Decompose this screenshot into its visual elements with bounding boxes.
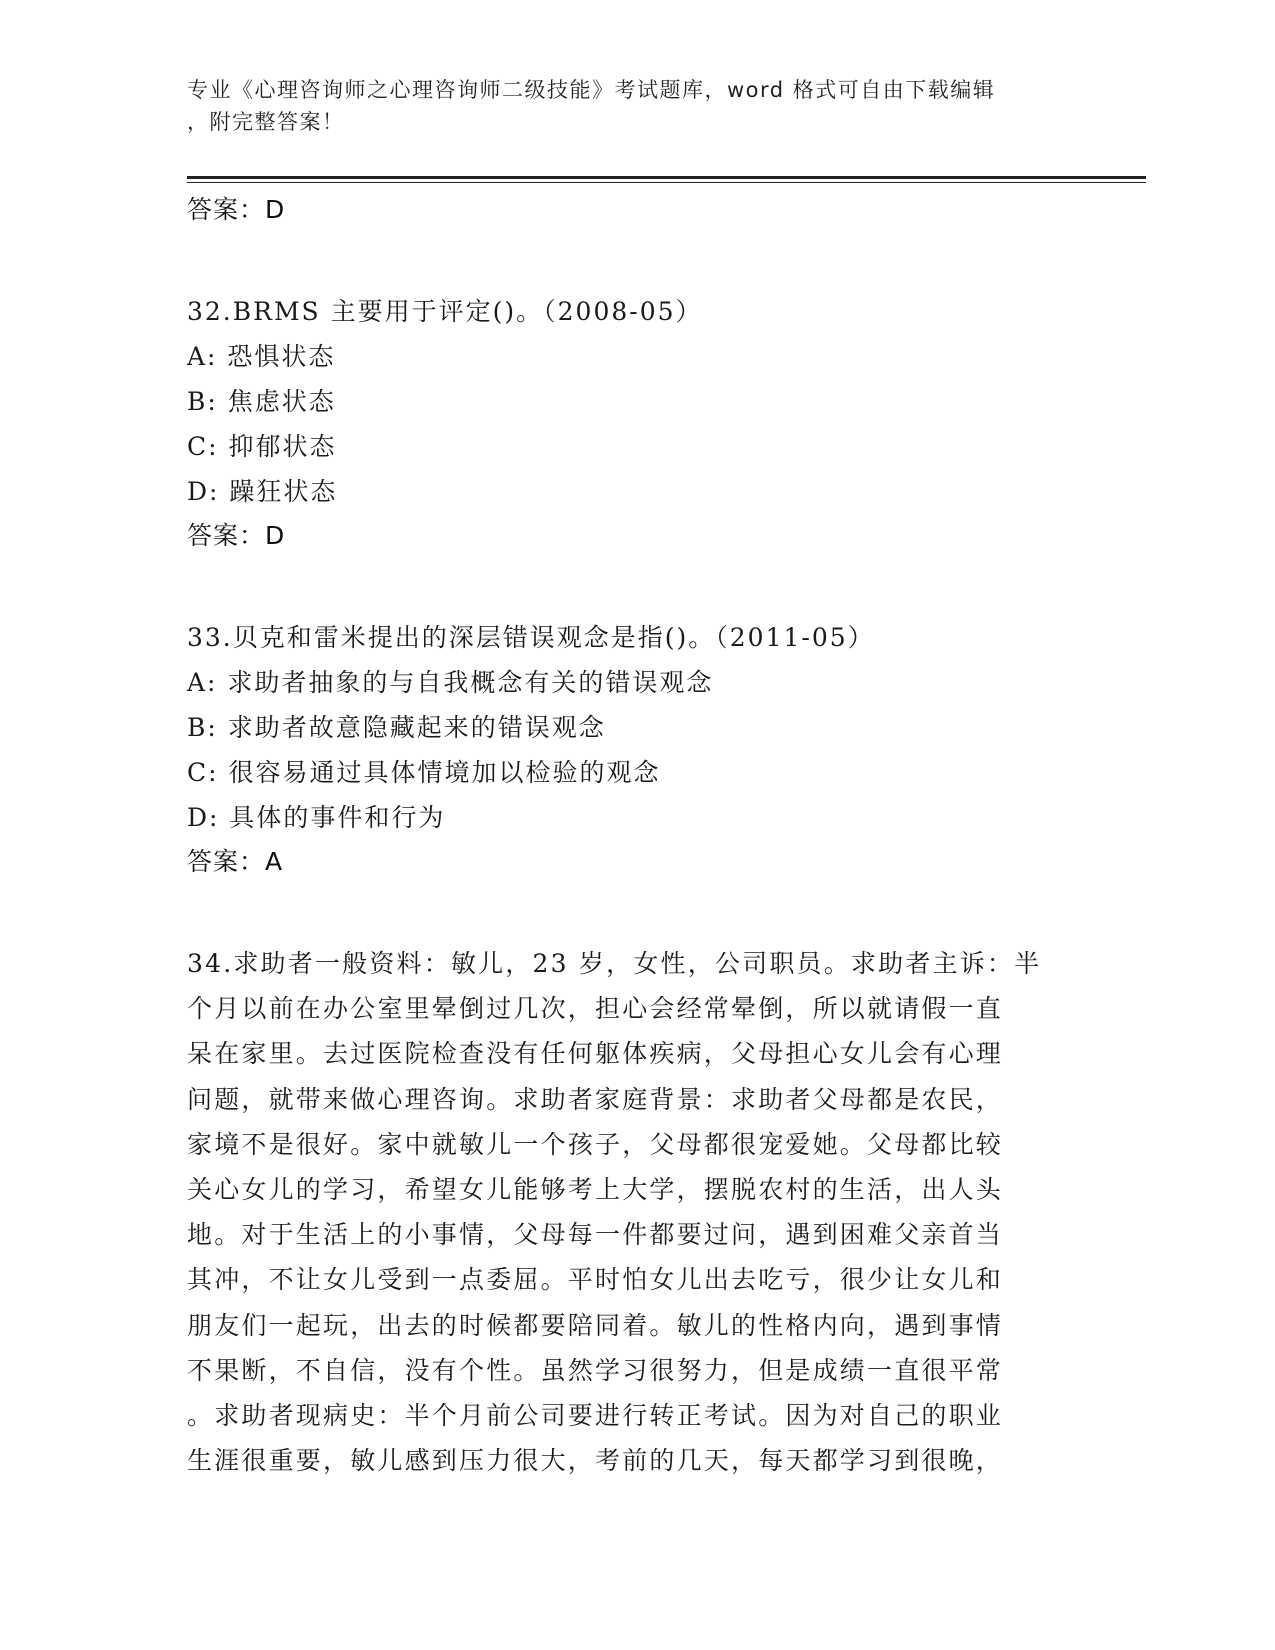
spacer — [187, 232, 1087, 289]
header-divider-thick — [187, 176, 1146, 179]
question-33 — [187, 615, 1087, 884]
question-text-line: 生涯很重要，敏儿感到压力很大，考前的几天，每天都学习到很晚， — [187, 1446, 1004, 1476]
option-d: D: 躁狂状态 — [187, 477, 338, 506]
question-text-line: 34.求助者一般资料：敏儿，23 岁，女性，公司职员。求助者主诉：半 — [187, 949, 1042, 978]
question-text-line: 不果断，不自信，没有个性。虽然学习很努力，但是成绩一直很平常 — [187, 1355, 1004, 1385]
spacer — [187, 884, 1087, 941]
spacer — [187, 558, 1087, 615]
question-text-line: 地。对于生活上的小事情，父母每一件都要过问，遇到困难父亲首当 — [187, 1220, 1004, 1250]
option-b: B: 焦虑状态 — [187, 387, 336, 416]
question-text-line: 家境不是很好。家中就敏儿一个孩子，父母都很宠爱她。父母都比较 — [187, 1129, 1004, 1159]
question-stem: 33.贝克和雷米提出的深层错误观念是指()。（2011-05） — [187, 623, 875, 652]
question-34 — [187, 941, 1087, 1483]
question-text-line: 呆在家里。去过医院检查没有任何躯体疾病，父母担心女儿会有心理 — [187, 1039, 1004, 1069]
answer: 答案：A — [187, 847, 284, 876]
option-d: D: 具体的事件和行为 — [187, 803, 446, 832]
question-32 — [187, 289, 1087, 558]
option-a: A: 恐惧状态 — [187, 342, 336, 371]
option-b: B: 求助者故意隐藏起来的错误观念 — [187, 713, 606, 742]
question-text-line: 。求助者现病史：半个月前公司要进行转正考试。因为对自己的职业 — [187, 1401, 1004, 1431]
header-line-1: 专业《心理咨询师之心理咨询师二级技能》考试题库，word 格式可自由下载编辑 — [187, 78, 996, 102]
header-line-2: ，附完整答案！ — [187, 110, 345, 134]
header-divider-thin — [187, 182, 1146, 183]
document-content — [187, 188, 1087, 1483]
page-header — [187, 74, 1067, 138]
option-c: C: 抑郁状态 — [187, 432, 337, 461]
answer: 答案：D — [187, 521, 286, 550]
question-stem: 32.BRMS 主要用于评定()。（2008-05） — [187, 297, 703, 326]
previous-answer: 答案：D — [187, 195, 286, 224]
question-text-line: 朋友们一起玩，出去的时候都要陪同着。敏儿的性格内向，遇到事情 — [187, 1310, 1004, 1340]
question-text-line: 个月以前在办公室里晕倒过几次，担心会经常晕倒，所以就请假一直 — [187, 994, 1004, 1024]
option-c: C: 很容易通过具体情境加以检验的观念 — [187, 758, 661, 787]
question-text-line: 问题，就带来做心理咨询。求助者家庭背景：求助者父母都是农民， — [187, 1084, 1004, 1114]
question-text-line: 关心女儿的学习，希望女儿能够考上大学，摆脱农村的生活，出人头 — [187, 1175, 1004, 1205]
question-text-line: 其冲，不让女儿受到一点委屈。平时怕女儿出去吃亏，很少让女儿和 — [187, 1265, 1004, 1295]
option-a: A: 求助者抽象的与自我概念有关的错误观念 — [187, 668, 714, 697]
